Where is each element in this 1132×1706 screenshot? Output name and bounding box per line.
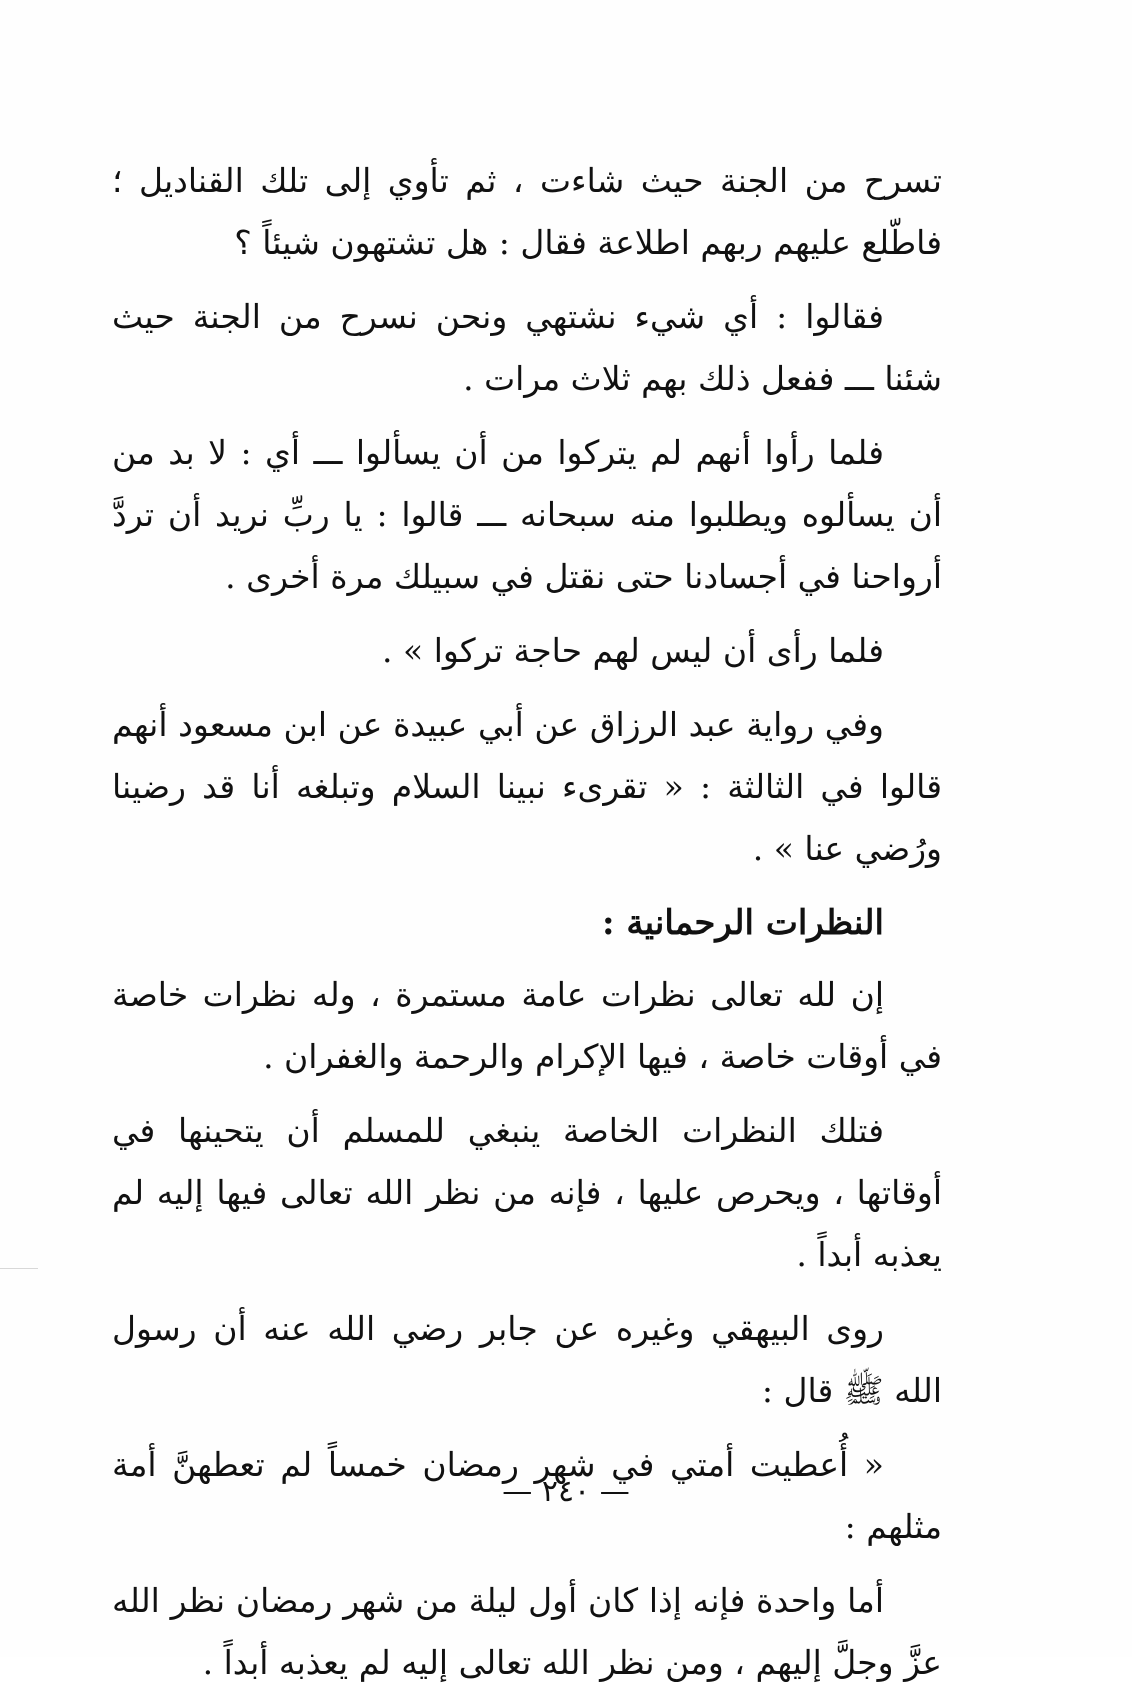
page-number: — ٢٤٠ — xyxy=(502,1474,630,1509)
paragraph-8: روى البيهقي وغيره عن جابر رضي الله عنه أن رسول الله ﷺ قال : xyxy=(112,1309,942,1410)
paragraph-10: أما واحدة فإنه إذا كان أول ليلة من شهر رمضان نظر الله عزَّ وجلَّ إليهم ، ومن نظر الله تعالى إليه لم يعذبه أبداً . xyxy=(112,1581,942,1682)
paragraph-7: فتلك النظرات الخاصة ينبغي للمسلم أن يتحينها في أوقاتها ، ويحرص عليها ، فإنه من نظر الله تعالى فيها إليه لم يعذبه أبداً . xyxy=(112,1111,942,1274)
paragraph-1: تسرح من الجنة حيث شاءت ، ثم تأوي إلى تلك القناديل ؛ فاطّلع عليهم ربهم اطلاعة فقال : هل تشتهون شيئاً ؟ xyxy=(112,161,942,262)
paragraph-9: « أُعطيت أمتي في شهر رمضان خمساً لم تعطهنَّ أمة مثلهم : xyxy=(112,1445,942,1546)
paragraph-6: إن لله تعالى نظرات عامة مستمرة ، وله نظرات خاصة في أوقات خاصة ، فيها الإكرام والرحمة والغفران . xyxy=(112,975,942,1076)
paragraph-5: وفي رواية عبد الرزاق عن أبي عبيدة عن ابن مسعود أنهم قالوا في الثالثة : « تقرىء نبينا السلام وتبلغه أنا قد رضينا ورُضي عنا » . xyxy=(112,705,942,868)
paragraph-3: فلما رأوا أنهم لم يتركوا من أن يسألوا ـــ أي : لا بد من أن يسألوه ويطلبوا منه سبحانه ـــ قالوا : يا ربِّ نريد أن تردَّ أرواحنا في أجسادنا حتى نقتل في سبيلك مرة أخرى . xyxy=(112,433,942,596)
paragraph-4: فلما رأى أن ليس لهم حاجة تركوا » . xyxy=(382,631,884,670)
section-heading: النظرات الرحمانية : xyxy=(602,903,884,943)
scan-artifact-line xyxy=(0,1268,38,1269)
paragraph-2: فقالوا : أي شيء نشتهي ونحن نسرح من الجنة حيث شئنا ـــ ففعل ذلك بهم ثلاث مرات . xyxy=(112,297,942,398)
